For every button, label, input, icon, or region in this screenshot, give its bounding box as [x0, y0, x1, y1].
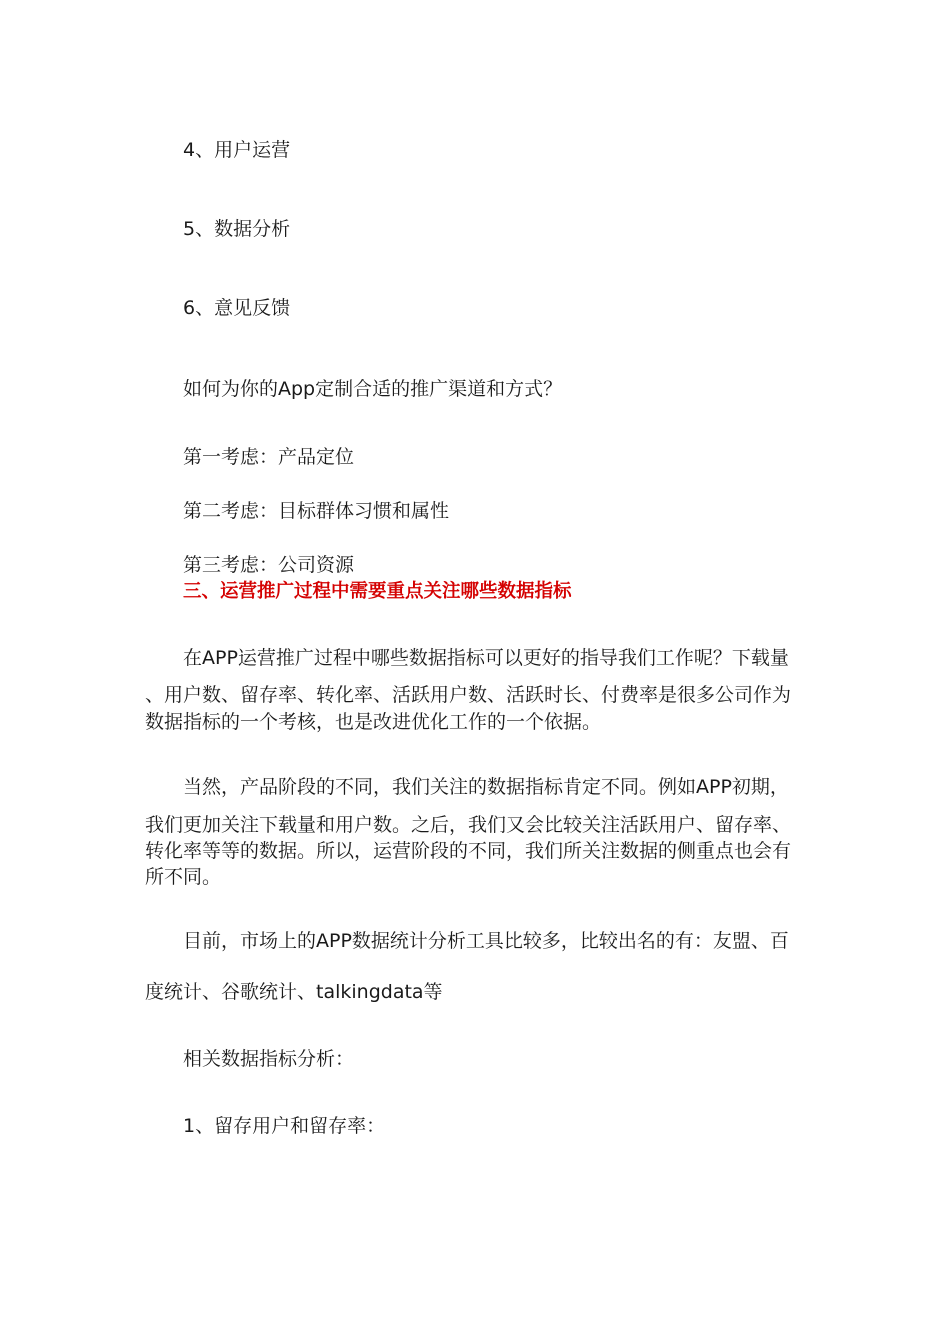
list-item-feedback: 6、意见反馈 — [183, 297, 291, 319]
paragraph-line: 我们更加关注下载量和用户数。之后，我们又会比较关注活跃用户、留存率、 — [145, 814, 792, 836]
retention-heading: 1、留存用户和留存率： — [183, 1115, 386, 1137]
paragraph-line: 转化率等等的数据。所以，运营阶段的不同，我们所关注数据的侧重点也会有 — [145, 840, 792, 862]
paragraph-line: 当然，产品阶段的不同，我们关注的数据指标肯定不同。例如APP初期， — [183, 776, 789, 798]
paragraph-line: 在APP运营推广过程中哪些数据指标可以更好的指导我们工作呢？下载量 — [183, 647, 789, 669]
paragraph-line: 目前，市场上的APP数据统计分析工具比较多，比较出名的有：友盟、百 — [183, 930, 789, 952]
paragraph-line: 数据指标的一个考核，也是改进优化工作的一个依据。 — [145, 711, 602, 733]
paragraph-line: 、用户数、留存率、转化率、活跃用户数、活跃时长、付费率是很多公司作为 — [145, 684, 792, 706]
section-heading: 三、运营推广过程中需要重点关注哪些数据指标 — [183, 581, 572, 602]
list-item-user-ops: 4、用户运营 — [183, 139, 291, 161]
consideration-2: 第二考虑：目标群体习惯和属性 — [183, 500, 450, 522]
question-heading: 如何为你的App定制合适的推广渠道和方式？ — [183, 378, 563, 400]
list-item-data-analysis: 5、数据分析 — [183, 218, 291, 240]
consideration-1: 第一考虑：产品定位 — [183, 446, 355, 468]
paragraph-line: 所不同。 — [145, 866, 222, 888]
paragraph-line: 度统计、谷歌统计、talkingdata等 — [145, 981, 443, 1003]
related-metrics-heading: 相关数据指标分析： — [183, 1048, 355, 1070]
consideration-3: 第三考虑：公司资源 — [183, 554, 355, 576]
